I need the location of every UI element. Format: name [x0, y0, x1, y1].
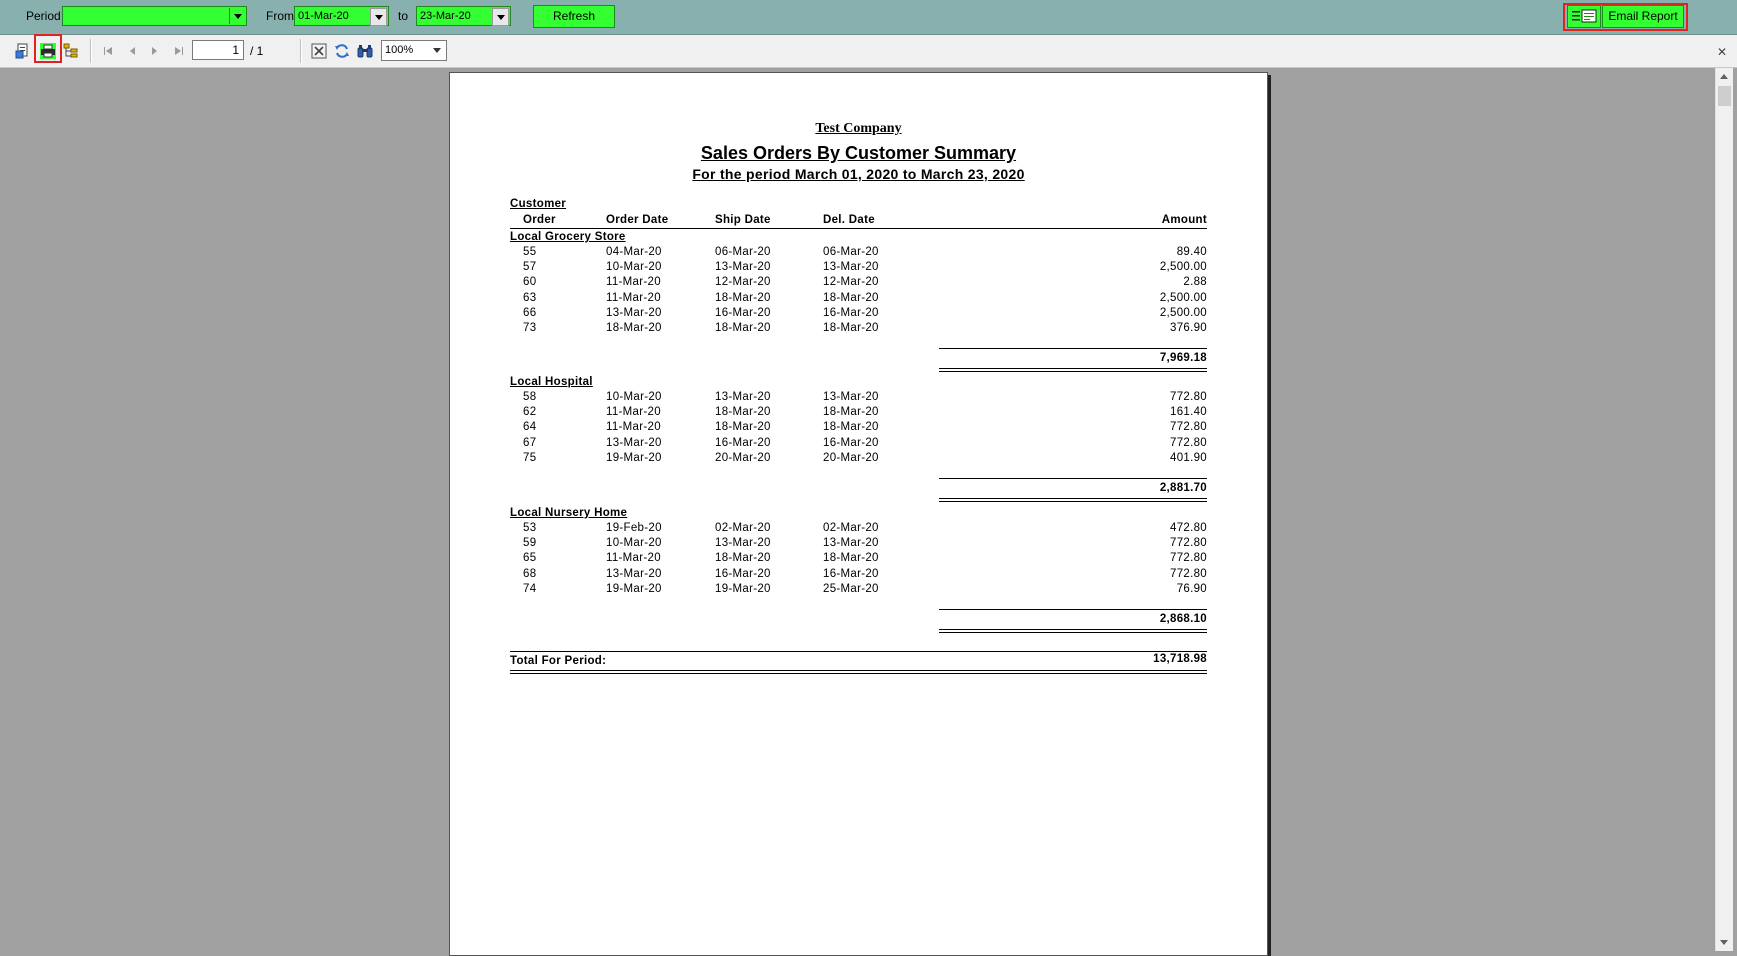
amount-cell: 772.80	[1170, 537, 1207, 550]
ship-date-header: Ship Date	[715, 214, 771, 226]
table-row	[450, 261, 1267, 275]
table-row	[450, 391, 1267, 405]
del-date-cell: 18-Mar-20	[823, 421, 879, 434]
order-date-cell: 10-Mar-20	[606, 391, 662, 403]
viewer-toolbar	[0, 35, 1737, 68]
ship-date-cell: 13-Mar-20	[715, 537, 771, 550]
amount-cell: 772.80	[1170, 391, 1207, 403]
del-date-cell: 18-Mar-20	[823, 552, 879, 565]
table-row	[450, 437, 1267, 451]
table-row	[450, 452, 1267, 466]
refresh-icon[interactable]	[334, 43, 350, 59]
order-number-cell: 55	[523, 246, 537, 258]
parameter-bar	[0, 0, 1737, 35]
previous-page-icon[interactable]	[130, 47, 135, 55]
del-date-cell: 16-Mar-20	[823, 436, 879, 449]
order-date-cell: 19-Feb-20	[606, 522, 662, 534]
chevron-down-icon[interactable]	[492, 8, 509, 26]
toolbar-separator	[90, 39, 92, 63]
table-row	[450, 276, 1267, 290]
vertical-scrollbar[interactable]	[1715, 68, 1733, 951]
from-date-value: 01-Mar-20	[298, 10, 349, 22]
order-header: Order	[523, 214, 556, 226]
last-page-bar	[182, 47, 183, 55]
zoom-value: 100%	[385, 44, 414, 56]
scroll-up-icon[interactable]	[1716, 68, 1733, 85]
del-date-cell: 20-Mar-20	[823, 451, 879, 464]
ship-date-cell: 18-Mar-20	[715, 322, 771, 334]
order-number-cell: 62	[523, 406, 537, 419]
order-number-cell: 59	[523, 537, 537, 550]
refresh-button[interactable]: Refresh	[533, 5, 615, 28]
table-row	[450, 246, 1267, 260]
customer-header: Customer	[510, 198, 567, 210]
header-rule	[510, 228, 1207, 229]
page-number-input[interactable]: 1	[192, 40, 244, 60]
company-name: Test Company	[815, 121, 902, 136]
order-date-cell: 13-Mar-20	[606, 306, 662, 319]
amount-cell: 2,500.00	[1159, 261, 1207, 274]
order-date-cell: 11-Mar-20	[606, 291, 661, 304]
subtotal-top-rule	[939, 609, 1207, 610]
chevron-down-icon[interactable]	[370, 8, 387, 26]
ship-date-cell: 18-Mar-20	[715, 291, 771, 304]
customer-group-name: Local Hospital	[510, 376, 593, 388]
amount-cell: 2.88	[1183, 276, 1207, 289]
to-label: to	[398, 9, 409, 23]
close-icon[interactable]: ✕	[1716, 45, 1727, 59]
table-row	[450, 292, 1267, 306]
del-date-cell: 13-Mar-20	[823, 391, 879, 403]
order-date-header: Order Date	[606, 214, 669, 226]
total-value: 13,718.98	[1153, 653, 1207, 665]
amount-cell: 89.40	[1176, 246, 1207, 258]
amount-cell: 772.80	[1170, 552, 1207, 565]
table-row	[450, 552, 1267, 566]
subtotal-bottom-rule	[939, 368, 1207, 372]
del-date-cell: 18-Mar-20	[823, 291, 879, 304]
table-row	[450, 537, 1267, 551]
order-date-cell: 10-Mar-20	[606, 261, 662, 274]
report-title: Sales Orders By Customer Summary	[700, 143, 1017, 163]
subtotal-value: 2,881.70	[1159, 482, 1207, 494]
table-row	[450, 568, 1267, 582]
amount-cell: 2,500.00	[1159, 291, 1207, 304]
ship-date-cell: 18-Mar-20	[715, 552, 771, 565]
subtotal-top-rule	[939, 348, 1207, 349]
to-date-value: 23-Mar-20	[420, 10, 471, 22]
table-row	[450, 583, 1267, 597]
ship-date-cell: 18-Mar-20	[715, 421, 771, 434]
print-icon[interactable]	[40, 43, 56, 59]
amount-cell: 161.40	[1170, 406, 1207, 419]
amount-cell: 772.80	[1170, 567, 1207, 580]
del-date-cell: 13-Mar-20	[823, 537, 879, 550]
del-date-cell: 25-Mar-20	[823, 582, 879, 595]
to-date-picker[interactable]	[416, 6, 511, 26]
first-page-icon[interactable]	[106, 47, 112, 55]
stop-icon[interactable]	[311, 43, 327, 59]
order-number-cell: 74	[523, 582, 537, 595]
ship-date-cell: 16-Mar-20	[715, 306, 771, 319]
customer-group-name: Local Grocery Store	[510, 231, 626, 243]
order-number-cell: 64	[523, 421, 537, 434]
next-page-icon[interactable]	[152, 47, 157, 55]
del-date-cell: 13-Mar-20	[823, 261, 879, 274]
period-label: Period	[26, 9, 61, 23]
search-binoculars-icon[interactable]	[357, 43, 373, 59]
amount-cell: 76.90	[1176, 582, 1207, 595]
amount-cell: 472.80	[1170, 522, 1207, 534]
order-number-cell: 63	[523, 291, 537, 304]
del-date-cell: 16-Mar-20	[823, 306, 879, 319]
amount-cell: 376.90	[1170, 322, 1207, 334]
order-date-cell: 18-Mar-20	[606, 322, 662, 334]
ship-date-cell: 20-Mar-20	[715, 451, 771, 464]
table-row	[450, 307, 1267, 321]
page-count: / 1	[250, 44, 264, 58]
order-number-cell: 58	[523, 391, 537, 403]
order-date-cell: 04-Mar-20	[606, 246, 662, 258]
table-row	[450, 406, 1267, 420]
email-options-button[interactable]	[1567, 5, 1601, 28]
order-date-cell: 11-Mar-20	[606, 406, 661, 419]
order-date-cell: 11-Mar-20	[606, 552, 661, 565]
ship-date-cell: 13-Mar-20	[715, 391, 771, 403]
del-date-cell: 18-Mar-20	[823, 406, 879, 419]
total-bottom-rule	[510, 670, 1207, 674]
customer-group-name: Local Nursery Home	[510, 507, 628, 519]
amount-cell: 772.80	[1170, 436, 1207, 449]
report-subtitle: For the period March 01, 2020 to March 23, 2020	[692, 166, 1025, 182]
order-number-cell: 75	[523, 451, 537, 464]
order-date-cell: 19-Mar-20	[606, 451, 662, 464]
order-date-cell: 11-Mar-20	[606, 421, 661, 434]
group-tree-icon[interactable]	[63, 43, 79, 59]
chevron-down-icon[interactable]	[431, 43, 444, 58]
order-number-cell: 67	[523, 436, 537, 449]
del-date-cell: 06-Mar-20	[823, 246, 879, 258]
ship-date-cell: 12-Mar-20	[715, 276, 771, 289]
subtotal-value: 7,969.18	[1159, 352, 1207, 365]
order-number-cell: 60	[523, 276, 537, 289]
subtotal-value: 2,868.10	[1159, 613, 1207, 625]
table-row	[450, 522, 1267, 536]
order-date-cell: 13-Mar-20	[606, 436, 662, 449]
order-number-cell: 73	[523, 322, 537, 334]
del-date-cell: 16-Mar-20	[823, 567, 879, 580]
zoom-select[interactable]	[381, 40, 447, 61]
email-report-button[interactable]: Email Report	[1602, 5, 1684, 28]
column-header-row	[450, 214, 1267, 228]
table-row	[450, 322, 1267, 336]
del-date-header: Del. Date	[823, 214, 875, 226]
amount-cell: 401.90	[1170, 451, 1207, 464]
from-date-picker[interactable]	[294, 6, 389, 26]
ship-date-cell: 13-Mar-20	[715, 261, 771, 274]
export-icon[interactable]	[15, 43, 31, 59]
amount-header: Amount	[1161, 214, 1207, 226]
subtotal-bottom-rule	[939, 498, 1207, 502]
toolbar-separator	[300, 39, 302, 63]
table-row	[450, 421, 1267, 435]
ship-date-cell: 16-Mar-20	[715, 436, 771, 449]
period-select[interactable]	[62, 6, 247, 26]
amount-cell: 2,500.00	[1159, 306, 1207, 319]
order-date-cell: 10-Mar-20	[606, 537, 662, 550]
del-date-cell: 12-Mar-20	[823, 276, 879, 289]
ship-date-cell: 18-Mar-20	[715, 406, 771, 419]
list-email-icon	[1569, 9, 1599, 23]
order-date-cell: 11-Mar-20	[606, 276, 661, 289]
order-date-cell: 13-Mar-20	[606, 567, 662, 580]
from-label: From	[266, 9, 294, 23]
ship-date-cell: 19-Mar-20	[715, 582, 771, 595]
total-label: Total For Period:	[510, 655, 607, 667]
del-date-cell: 02-Mar-20	[823, 522, 879, 534]
subtotal-top-rule	[939, 478, 1207, 479]
amount-cell: 772.80	[1170, 421, 1207, 434]
ship-date-cell: 06-Mar-20	[715, 246, 771, 258]
del-date-cell: 18-Mar-20	[823, 322, 879, 334]
ship-date-cell: 02-Mar-20	[715, 522, 771, 534]
order-number-cell: 66	[523, 306, 537, 319]
ship-date-cell: 16-Mar-20	[715, 567, 771, 580]
scroll-thumb[interactable]	[1718, 86, 1731, 106]
chevron-down-icon[interactable]	[229, 8, 245, 24]
last-page-icon[interactable]	[175, 47, 181, 55]
total-top-rule	[510, 651, 1207, 652]
report-page	[449, 72, 1268, 956]
subtotal-bottom-rule	[939, 629, 1207, 633]
order-number-cell: 65	[523, 552, 537, 565]
first-page-bar	[104, 47, 105, 55]
order-date-cell: 19-Mar-20	[606, 582, 662, 595]
scroll-down-icon[interactable]	[1716, 934, 1733, 951]
order-number-cell: 53	[523, 522, 537, 534]
order-number-cell: 57	[523, 261, 537, 274]
order-number-cell: 68	[523, 567, 537, 580]
